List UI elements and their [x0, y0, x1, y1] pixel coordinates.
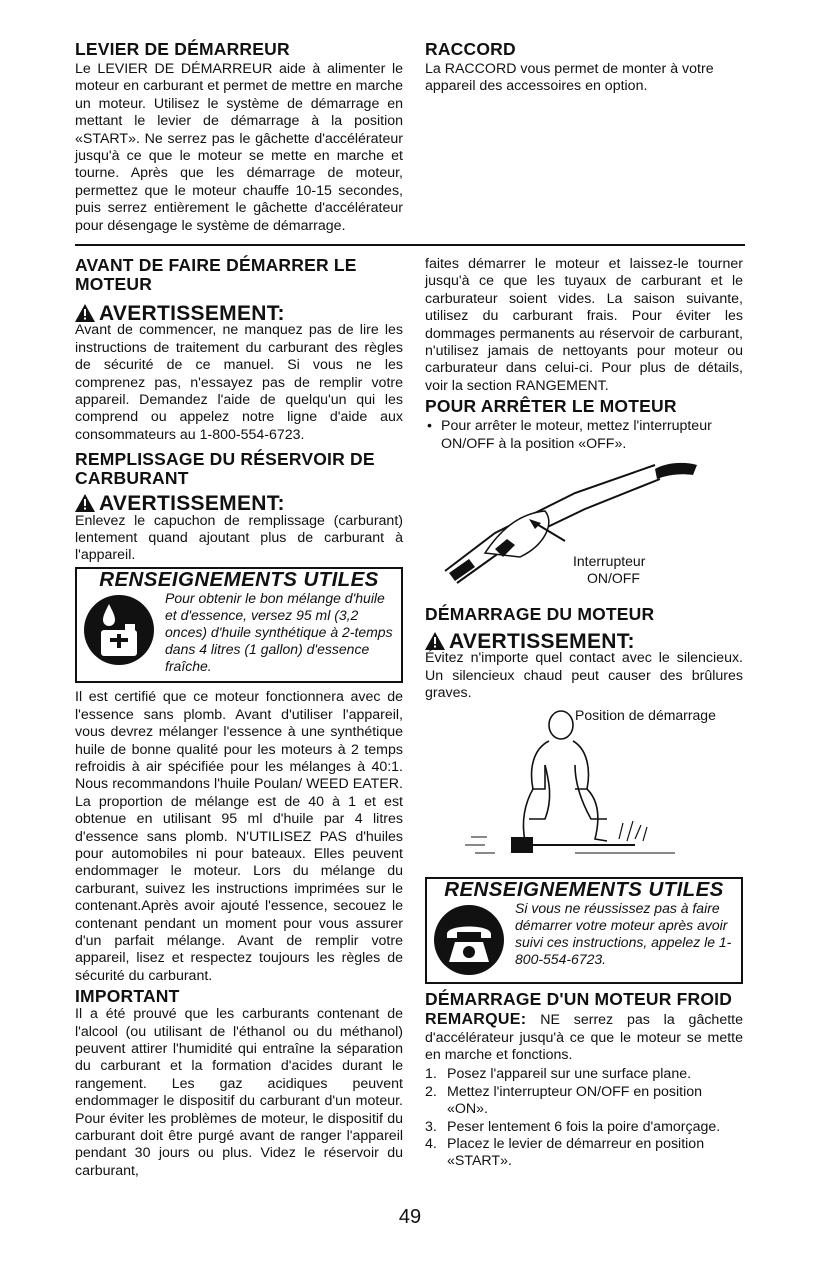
start-engine-heading: DÉMARRAGE DU MOTEUR: [425, 604, 655, 625]
starter-lever-text: Le LEVIER DE DÉMARREUR aide à alimenter le moteur en carburant et permet de mettre en marche un moteur. Utilisez le système de démarrage en mettant le levier de démarrage à la position «START». Ne serrez pas le gâchette d'accélérateur jusqu'à ce que le moteur se mette en marche et tourne. Après que les démarrage de moteur, permettez que le moteur chauffe 10-15 secondes, puis serrez entièrement le gâchette d'accélérateur pour désengage le système de démarrage.: [75, 61, 403, 234]
on-off-switch-label: Interrupteur ON/OFF: [573, 553, 646, 587]
page-number: 49: [398, 1206, 422, 1228]
warning-title: AVERTISSEMENT:: [99, 302, 285, 325]
important-heading: IMPORTANT: [75, 986, 180, 1007]
warning-title: AVERTISSEMENT:: [449, 630, 635, 654]
figure-starting-position: [425, 703, 743, 871]
before-start-heading: AVANT DE FAIRE DÉMARRER LE MOTEUR: [75, 255, 357, 294]
warning-icon: [75, 494, 95, 512]
warning-before-start-text: Avant de commencer, ne manquez pas de lire les instructions de traitement du carburant des règles de sécurité de ce manuel. Si vous ne les comprenez pas, n'essayez pas de remplir votre appareil. Demandez l'aide de quelqu'un qui les comprend ou appelez notre ligne d'aide aux consommateurs au 1-800-554-6723.: [75, 322, 403, 443]
stop-engine-list: [425, 418, 743, 453]
list-item: 2. Mettez l'interrupteur ON/OFF en position «ON».: [425, 1083, 703, 1118]
helpful-info-title: RENSEIGNEMENTS UTILES: [444, 877, 724, 901]
warning-fuel-cap: [75, 492, 403, 516]
warning-title: AVERTISSEMENT:: [99, 492, 285, 516]
helpful-info-box-helpline: [425, 877, 743, 984]
cold-start-steps: [425, 1066, 743, 1170]
remark-label: REMARQUE:: [425, 1011, 527, 1029]
warning-fuel-cap-text: Enlevez le capuchon de remplissage (carburant) lentement quand ajoutant plus de carburant à l'appareil.: [75, 512, 403, 564]
stop-engine-heading: POUR ARRÊTER LE MOTEUR: [425, 396, 677, 417]
list-item: 4. Placez le levier de démarreur en position «START».: [425, 1135, 705, 1170]
left-column: [75, 256, 403, 1180]
remark-text: NE serrez pas la gâchette d'accélérateur jusqu'à ce que le moteur se mette en marche et fonctions.: [425, 1012, 743, 1063]
stop-engine-bullet: • Pour arrêter le moteur, mettez l'interrupteur ON/OFF à la position «OFF».: [441, 418, 743, 453]
section-coupler: [425, 40, 743, 96]
warning-muffler-text: Évitez n'importe quel contact avec le silencieux. Un silencieux chaud peut causer des brûlures graves.: [425, 650, 743, 702]
starter-lever-heading: LEVIER DE DÉMARREUR: [75, 39, 290, 59]
section-divider: [75, 244, 745, 246]
section-starter-lever: [75, 40, 403, 235]
fuel-mix-paragraph: Il est certifié que ce moteur fonctionnera avec de l'essence sans plomb. Avant d'utiliser l'appareil, vous devrez mélanger l'essence à une synthétique huile de bonne qualité pour les moteurs à 2 temps refroidis à air spécifiée pour les mélanges à 40:1. Nous recommandons l'huile Poulan/ WEED EATER. La proportion de mélange est de 40 à 1 et est obtenue en utilisant 95 ml d'huile par 4 litres d'essence sans plomb. N'UTILISEZ PAS d'huiles pour automobiles ni pour bateaux. Elles peuvent endommager le moteur. Lors du mélange du carburant, suivez les instructions imprimées sur le contenant.Après avoir ajouté l'essence, secouez le contenant pendant un moment pour vous assurer d'un parfait mélange. Avant de remplir votre appareil, lisez et respectez toujours les règles de sécurité du carburant.: [75, 689, 403, 984]
helpful-info-text: Si vous ne réussissez pas à faire démarrer votre moteur après avoir suivi ces instructions, appelez le 1-800-554-6723.: [515, 900, 732, 968]
figure-on-off-switch: [425, 453, 743, 595]
helpful-info-text: Pour obtenir le bon mélange d'huile et d'essence, versez 95 ml (3,2 onces) d'huile synthétique à 2-temps dans 4 litres (1 gallon) d'essence fraîche.: [165, 590, 393, 675]
cold-start-heading: DÉMARRAGE D'UN MOTEUR FROID: [425, 989, 733, 1010]
warning-before-start: [75, 302, 403, 325]
warning-icon: [75, 304, 95, 322]
list-item: 3. Peser lentement 6 fois la poire d'amorçage.: [425, 1118, 721, 1135]
helpful-info-title: RENSEIGNEMENTS UTILES: [99, 567, 379, 591]
important-paragraph: Il a été prouvé que les carburants contenant de l'alcool (ou utilisant de l'éthanol ou du méthanol) peuvent attirer l'humidité qui entraîne la séparation du carburant et la formation d'acides durant le rangement. Les gaz acidiques peuvent endommager le dispositif du carburant d'un moteur. Pour éviter les problèmes de moteur, le dispositif du carburant doit être purgé avant de ranger l'appareil pendant 30 jours ou plus. Videz le réservoir du carburant,: [75, 1006, 403, 1179]
coupler-text: La RACCORD vous permet de monter à votre appareil des accessoires en option.: [425, 61, 714, 95]
list-item: 1. Posez l'appareil sur une surface plane.: [425, 1066, 692, 1083]
coupler-heading: RACCORD: [425, 39, 516, 59]
starting-position-illustration: [425, 703, 743, 871]
starting-position-label: Position de démarrage: [575, 706, 716, 723]
helpful-info-box-fuel: [75, 567, 403, 683]
fuel-can-icon: [83, 594, 155, 666]
right-column: [425, 256, 743, 1171]
remark-paragraph: [425, 1011, 743, 1064]
warning-icon: [425, 632, 445, 650]
storage-continuation-text: faites démarrer le moteur et laissez-le tourner jusqu'à ce que les tuyaux de carburant et le carburateur soient vides. La saison suivante, utilisez du carburant frais. Pour éviter les dommages permanents au réservoir de carburant, n'utilisez jamais de nettoyants pour moteur ou carburateur dans celui-ci. Pour plus de détails, voir la section RANGEMENT.: [425, 256, 743, 394]
telephone-icon: [433, 904, 505, 976]
warning-muffler: [425, 630, 743, 654]
fuel-tank-heading: REMPLISSAGE DU RÉSERVOIR DE CARBURANT: [75, 449, 375, 489]
